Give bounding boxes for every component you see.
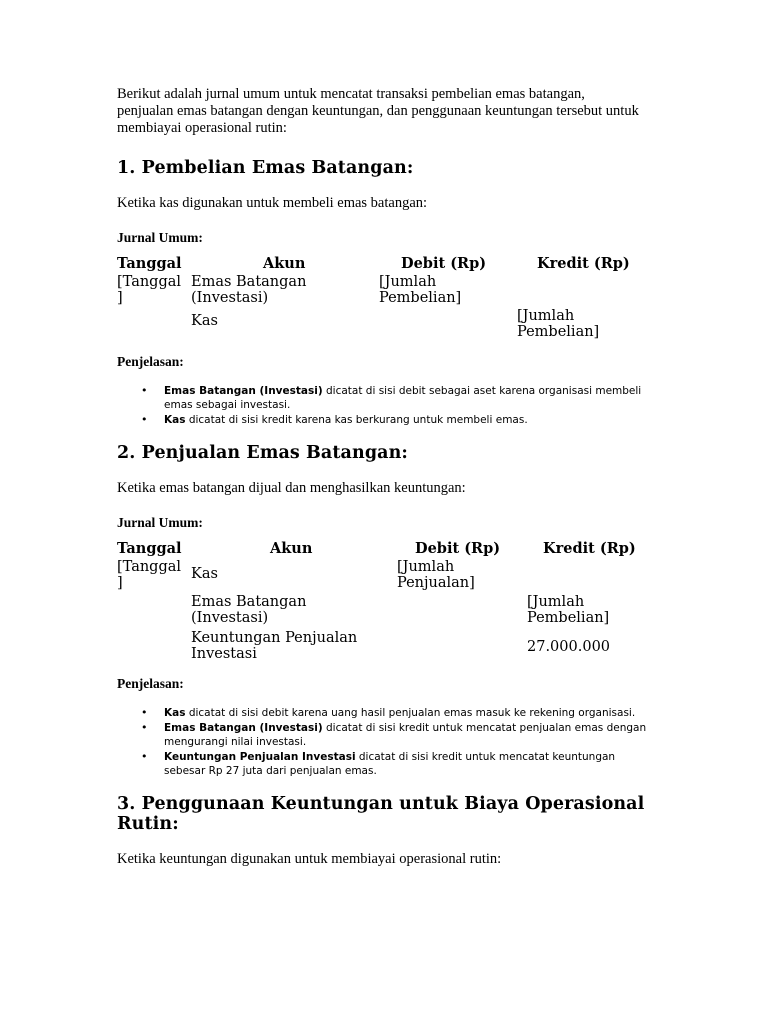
- cell-tanggal: [Tanggal ]: [117, 274, 182, 306]
- bullet-text: dicatat di sisi debit karena uang hasil penjualan emas masuk ke rekening organisasi.: [185, 707, 636, 719]
- cell-akun: Emas Batangan (Investasi): [191, 274, 307, 306]
- section-1-lead: Ketika kas digunakan untuk membeli emas batangan:: [117, 195, 428, 211]
- cell-debit: [Jumlah Penjualan]: [397, 559, 475, 591]
- bullet-icon: •: [141, 750, 148, 763]
- cell-debit: [397, 630, 527, 666]
- cell-debit: [Jumlah Pembelian]: [379, 274, 462, 306]
- cell-kredit: [527, 559, 657, 594]
- section-2-journal-label: Jurnal Umum:: [117, 515, 203, 530]
- header-akun: Akun: [270, 540, 313, 557]
- list-item: [117, 706, 654, 720]
- cell-tanggal: [117, 594, 191, 630]
- bullet-term: Emas Batangan (Investasi): [164, 722, 323, 734]
- journal-table-2: [117, 541, 657, 666]
- section-2-bullets: [117, 706, 657, 778]
- header-debit: Debit (Rp): [415, 540, 501, 557]
- header-debit: Debit (Rp): [401, 255, 487, 272]
- section-2-lead: Ketika emas batangan dijual dan menghasilkan keuntungan:: [117, 480, 466, 496]
- cell-tanggal: [Tanggal ]: [117, 559, 182, 591]
- bullet-term: Kas: [164, 707, 186, 719]
- cell-tanggal: [117, 630, 191, 666]
- section-3-lead: Ketika keuntungan digunakan untuk membiayai operasional rutin:: [117, 851, 502, 867]
- section-1-journal-label: Jurnal Umum:: [117, 230, 203, 245]
- cell-akun: Kas: [191, 313, 218, 329]
- cell-akun: Kas: [191, 566, 218, 582]
- section-1-penjelasan: Penjelasan:: [117, 354, 184, 369]
- cell-kredit: [Jumlah Pembelian]: [517, 308, 600, 340]
- bullet-term: Emas Batangan (Investasi): [164, 385, 323, 397]
- header-kredit: Kredit (Rp): [537, 255, 630, 272]
- table-row: [117, 559, 657, 594]
- section-2-penjelasan: Penjelasan:: [117, 676, 184, 691]
- section-1-bullets: [117, 384, 657, 427]
- section-1-heading: 1. Pembelian Emas Batangan:: [117, 158, 414, 178]
- cell-akun: Emas Batangan (Investasi): [191, 594, 307, 626]
- list-item: [117, 721, 654, 749]
- cell-akun: Keuntungan Penjualan Investasi: [191, 630, 358, 662]
- bullet-icon: •: [141, 384, 148, 397]
- bullet-icon: •: [141, 721, 148, 734]
- cell-kredit: [Jumlah Pembelian]: [527, 594, 610, 626]
- section-3-heading: 3. Penggunaan Keuntungan untuk Biaya Operasional Rutin:: [117, 794, 645, 834]
- cell-debit: [379, 308, 517, 344]
- intro-paragraph: Berikut adalah jurnal umum untuk mencatat transaksi pembelian emas batangan, penjualan emas batangan dengan keuntungan, dan penggunaan keuntungan tersebut untuk membiayai operasional rutin:: [117, 86, 639, 136]
- section-2-heading: 2. Penjualan Emas Batangan:: [117, 443, 408, 463]
- bullet-icon: •: [141, 706, 148, 719]
- bullet-term: Keuntungan Penjualan Investasi: [164, 751, 356, 763]
- list-item: [117, 750, 654, 778]
- cell-kredit: [517, 274, 647, 308]
- list-item: [117, 384, 654, 412]
- table-row: [117, 594, 657, 630]
- document-page: [117, 86, 657, 868]
- cell-debit: [397, 594, 527, 630]
- table-row: [117, 274, 647, 308]
- journal-table-1: [117, 256, 647, 344]
- bullet-term: Kas: [164, 414, 186, 426]
- header-kredit: Kredit (Rp): [543, 540, 636, 557]
- header-tanggal: Tanggal: [117, 255, 182, 272]
- table-row: [117, 630, 657, 666]
- bullet-text: dicatat di sisi kredit untuk mencatat penjualan emas dengan mengurangi nilai investasi.: [164, 722, 647, 748]
- list-item: [117, 413, 654, 427]
- cell-kredit: 27.000.000: [527, 639, 611, 655]
- table-row: [117, 308, 647, 344]
- bullet-icon: •: [141, 413, 148, 426]
- bullet-text: dicatat di sisi debit sebagai aset karena organisasi membeli emas sebagai investasi.: [164, 385, 642, 411]
- header-akun: Akun: [263, 255, 306, 272]
- header-tanggal: Tanggal: [117, 540, 182, 557]
- cell-tanggal: [117, 308, 191, 344]
- bullet-text: dicatat di sisi kredit karena kas berkurang untuk membeli emas.: [185, 414, 528, 426]
- bullet-text: dicatat di sisi kredit untuk mencatat keuntungan sebesar Rp 27 juta dari penjualan emas.: [164, 751, 616, 777]
